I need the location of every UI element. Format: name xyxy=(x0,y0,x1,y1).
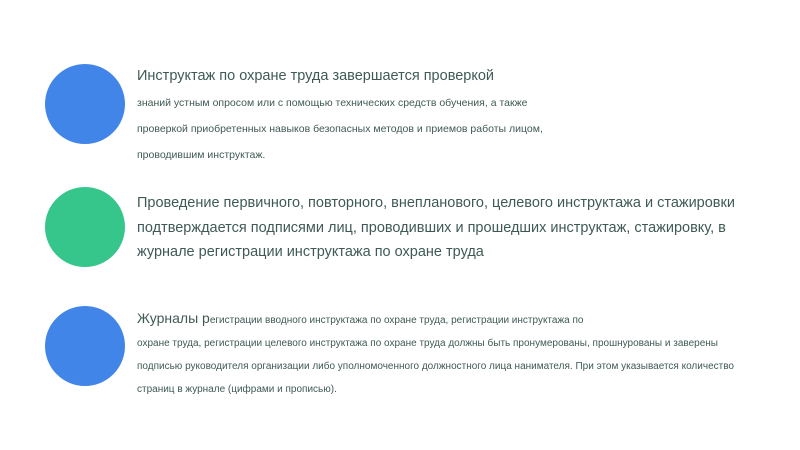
block-1-lead: Инструктаж по охране труда завершается проверкой xyxy=(137,68,495,84)
text-block-3 xyxy=(137,307,777,401)
block-1-line-2: проверкой приобретенных навыков безопасных методов и приемов работы лицом, xyxy=(137,123,543,135)
block-3-line-1 xyxy=(137,307,777,332)
block-2-text: Проведение первичного, повторного, внепланового, целевого инструктажа и стажировки подтверждается подписями лиц, проводивших и прошедших инструктаж, стажировку, в журнале регистрации инструктажа по охране труда xyxy=(137,195,735,260)
block-1-line-1: знаний устным опросом или с помощью технических средств обучения, а также xyxy=(137,97,528,109)
block-1-line-3: проводившим инструктаж. xyxy=(137,149,266,161)
block-3-line-4: страниц в журнале (цифрами и прописью). xyxy=(137,384,337,395)
block-3-line-2: охране труда, регистрации целевого инструктажа по охране труда должны быть пронумерованы, прошнурованы и заверены xyxy=(137,338,718,349)
block-3-lead: Журналы р xyxy=(137,310,210,326)
text-block-1 xyxy=(137,66,777,168)
bullet-circle-1 xyxy=(45,64,125,144)
bullet-circle-2 xyxy=(45,187,125,267)
bullet-circle-3 xyxy=(45,306,125,386)
text-block-2 xyxy=(137,191,777,265)
block-1-body xyxy=(137,90,777,168)
block-3-line-1-rest: егистрации вводного инструктажа по охране труда, регистрации инструктажа по xyxy=(209,315,584,326)
block-3-line-3: подписью руководителя организации либо уполномоченного должностного лица нанимателя. При этом указывается количество xyxy=(137,361,734,372)
